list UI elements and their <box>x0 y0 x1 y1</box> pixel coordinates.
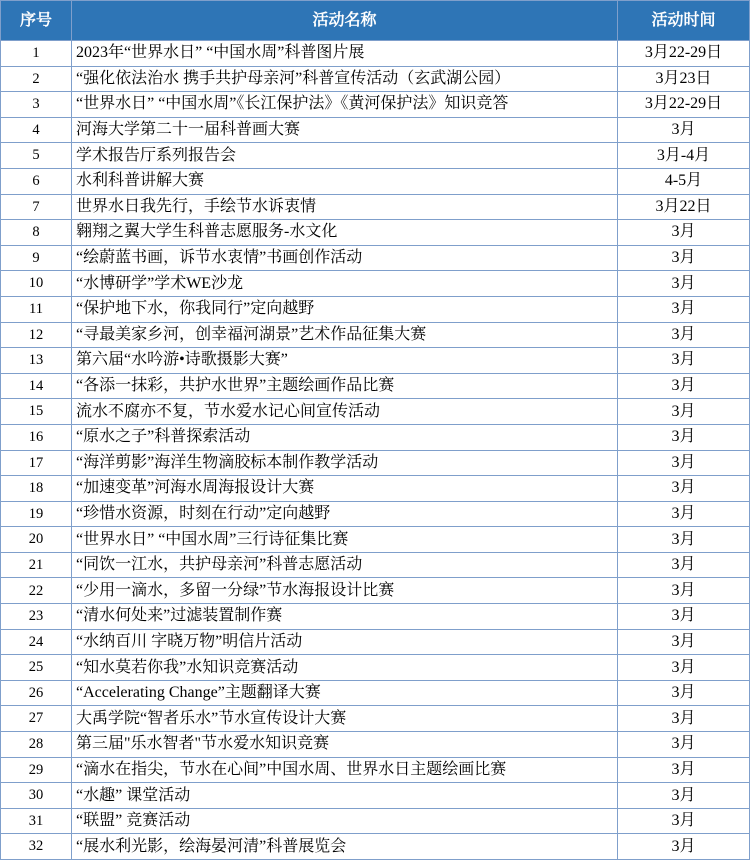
activity-name: “滴水在指尖，节水在心间”中国水周、世界水日主题绘画比赛 <box>72 758 618 784</box>
row-index: 28 <box>1 732 72 758</box>
column-header-name: 活动名称 <box>72 1 618 41</box>
activity-name: “水博研学”学术WE沙龙 <box>72 271 618 297</box>
activity-name: “世界水日” “中国水周”《长江保护法》《黄河保护法》知识竞答 <box>72 92 618 118</box>
activity-name: 2023年“世界水日” “中国水周”科普图片展 <box>72 41 618 67</box>
activity-name: “知水莫若你我”水知识竞赛活动 <box>72 655 618 681</box>
row-index: 24 <box>1 630 72 656</box>
activity-time: 4-5月 <box>618 169 750 195</box>
activity-time: 3月 <box>618 220 750 246</box>
activity-time: 3月 <box>618 476 750 502</box>
row-index: 16 <box>1 425 72 451</box>
activity-time: 3月-4月 <box>618 143 750 169</box>
activity-time: 3月 <box>618 323 750 349</box>
row-index: 9 <box>1 246 72 272</box>
activity-time: 3月 <box>618 553 750 579</box>
row-index: 4 <box>1 118 72 144</box>
activity-time: 3月 <box>618 297 750 323</box>
row-index: 29 <box>1 758 72 784</box>
row-index: 1 <box>1 41 72 67</box>
row-index: 31 <box>1 809 72 835</box>
row-index: 15 <box>1 399 72 425</box>
activity-time: 3月 <box>618 271 750 297</box>
row-index: 3 <box>1 92 72 118</box>
row-index: 12 <box>1 323 72 349</box>
activity-name: “水纳百川 字晓万物”明信片活动 <box>72 630 618 656</box>
row-index: 30 <box>1 783 72 809</box>
activity-time: 3月 <box>618 425 750 451</box>
row-index: 22 <box>1 578 72 604</box>
row-index: 5 <box>1 143 72 169</box>
activity-name: 第六届“水吟游•诗歌摄影大赛” <box>72 348 618 374</box>
activity-time: 3月 <box>618 527 750 553</box>
activity-time: 3月22日 <box>618 195 750 221</box>
activity-name: “加速变革”河海水周海报设计大赛 <box>72 476 618 502</box>
activity-name: 翱翔之翼大学生科普志愿服务-水文化 <box>72 220 618 246</box>
row-index: 19 <box>1 502 72 528</box>
row-index: 20 <box>1 527 72 553</box>
row-index: 17 <box>1 451 72 477</box>
activity-time: 3月 <box>618 502 750 528</box>
activity-time: 3月 <box>618 655 750 681</box>
activity-name: “清水何处来”过滤装置制作赛 <box>72 604 618 630</box>
activity-time: 3月 <box>618 604 750 630</box>
row-index: 11 <box>1 297 72 323</box>
activity-name: “联盟” 竞赛活动 <box>72 809 618 835</box>
row-index: 26 <box>1 681 72 707</box>
activity-time: 3月 <box>618 399 750 425</box>
activity-time: 3月 <box>618 451 750 477</box>
activity-time: 3月 <box>618 732 750 758</box>
activity-time: 3月 <box>618 630 750 656</box>
activity-time: 3月 <box>618 681 750 707</box>
activity-name: 第三届"乐水智者"节水爱水知识竞赛 <box>72 732 618 758</box>
row-index: 25 <box>1 655 72 681</box>
row-index: 10 <box>1 271 72 297</box>
activity-time: 3月23日 <box>618 67 750 93</box>
activity-name: “展水利光影，绘海晏河清”科普展览会 <box>72 834 618 860</box>
row-index: 23 <box>1 604 72 630</box>
column-header-index: 序号 <box>1 1 72 41</box>
activity-name: “珍惜水资源，时刻在行动”定向越野 <box>72 502 618 528</box>
activity-time: 3月 <box>618 246 750 272</box>
activity-time: 3月 <box>618 706 750 732</box>
activity-time: 3月 <box>618 834 750 860</box>
activity-name: “少用一滴水，多留一分绿”节水海报设计比赛 <box>72 578 618 604</box>
activity-name: 河海大学第二十一届科普画大赛 <box>72 118 618 144</box>
row-index: 8 <box>1 220 72 246</box>
activity-name: “Accelerating Change”主题翻译大赛 <box>72 681 618 707</box>
activity-name: “保护地下水，你我同行”定向越野 <box>72 297 618 323</box>
activity-name: “绘蔚蓝书画，诉节水衷情”书画创作活动 <box>72 246 618 272</box>
row-index: 2 <box>1 67 72 93</box>
column-header-time: 活动时间 <box>618 1 750 41</box>
activity-name: 世界水日我先行，手绘节水诉衷情 <box>72 195 618 221</box>
activity-name: 学术报告厅系列报告会 <box>72 143 618 169</box>
row-index: 32 <box>1 834 72 860</box>
activity-name: “各添一抹彩，共护水世界”主题绘画作品比赛 <box>72 374 618 400</box>
activity-name: 流水不腐亦不复，节水爱水记心间宣传活动 <box>72 399 618 425</box>
row-index: 14 <box>1 374 72 400</box>
activity-name: “同饮一江水，共护母亲河”科普志愿活动 <box>72 553 618 579</box>
activity-time: 3月 <box>618 578 750 604</box>
activity-time: 3月 <box>618 348 750 374</box>
activity-time: 3月22-29日 <box>618 92 750 118</box>
activity-name: “强化依法治水 携手共护母亲河”科普宣传活动（玄武湖公园） <box>72 67 618 93</box>
row-index: 6 <box>1 169 72 195</box>
activity-time: 3月 <box>618 758 750 784</box>
row-index: 18 <box>1 476 72 502</box>
activity-name: “海洋剪影”海洋生物滴胶标本制作教学活动 <box>72 451 618 477</box>
row-index: 7 <box>1 195 72 221</box>
activity-time: 3月 <box>618 118 750 144</box>
activity-name: “世界水日” “中国水周”三行诗征集比赛 <box>72 527 618 553</box>
activity-time: 3月 <box>618 783 750 809</box>
row-index: 13 <box>1 348 72 374</box>
activity-name: 大禹学院“智者乐水”节水宣传设计大赛 <box>72 706 618 732</box>
activity-name: 水利科普讲解大赛 <box>72 169 618 195</box>
activity-name: “寻最美家乡河，创幸福河湖景”艺术作品征集大赛 <box>72 323 618 349</box>
row-index: 21 <box>1 553 72 579</box>
activity-name: “水趣” 课堂活动 <box>72 783 618 809</box>
activity-name: “原水之子”科普探索活动 <box>72 425 618 451</box>
activity-time: 3月 <box>618 809 750 835</box>
activity-time: 3月 <box>618 374 750 400</box>
row-index: 27 <box>1 706 72 732</box>
activity-time: 3月22-29日 <box>618 41 750 67</box>
